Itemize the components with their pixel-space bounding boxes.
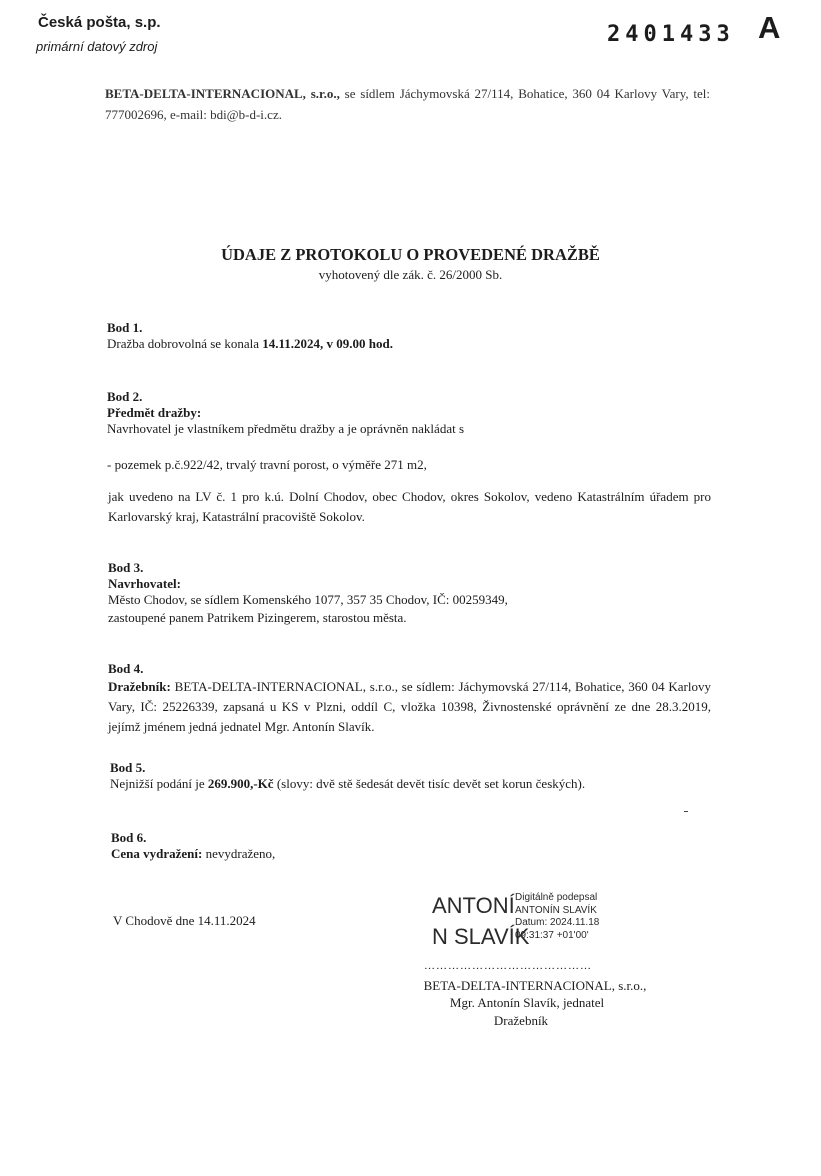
bod1-heading: Bod 1.	[107, 320, 143, 335]
digital-signature-name-line1: ANTONÍ	[432, 893, 515, 918]
bod3-line2: zastoupené panem Patrikem Pizingerem, starostou města.	[108, 610, 407, 625]
bod6-label: Cena vydražení:	[111, 846, 203, 861]
bod1-text	[107, 336, 393, 352]
bod2-heading: Bod 2.	[107, 389, 143, 404]
document-subtitle: vyhotovený dle zák. č. 26/2000 Sb.	[318, 267, 503, 282]
digital-signature-detail: ANTONÍN SLAVÍK	[515, 904, 597, 916]
bod3-subheading: Navrhovatel:	[108, 576, 181, 591]
digital-signature-detail: Datum: 2024.11.18	[515, 917, 600, 928]
bod2-lv-text: jak uvedeno na LV č. 1 pro k.ú. Dolní Chodov, obec Chodov, okres Sokolov, vedeno Katastrálním úřadem pro Karlovarský kraj, Katastrální pracoviště Sokolov.	[108, 489, 711, 524]
bod4-heading: Bod 4.	[108, 661, 144, 676]
letterhead-company: BETA-DELTA-INTERNACIONAL, s.r.o.,	[105, 86, 340, 101]
document-number-suffix: A	[758, 10, 781, 45]
signature-line: ……………………………………	[424, 960, 592, 972]
bod6-text	[111, 846, 275, 862]
bod5-text	[110, 776, 585, 792]
signature-role: Dražebník	[493, 1013, 549, 1028]
letterhead-address: se sídlem Jáchymovská 27/114, Bohatice, 360 04 Karlovy Vary, tel: 777002696, e-mail: bdi@b-d-i.cz.	[105, 86, 710, 122]
bod5-text-before: Nejnižší podání je	[110, 776, 208, 791]
document-title: ÚDAJE Z PROTOKOLU O PROVEDENÉ DRAŽBĚ	[221, 245, 600, 264]
bod5-text-after: (slovy: dvě stě šedesát devět tisíc devět set korun českých).	[273, 776, 586, 791]
bod5-heading: Bod 5.	[110, 760, 146, 775]
bod4-text	[108, 677, 711, 737]
signature-person: Mgr. Antonín Slavík, jednatel	[449, 995, 605, 1010]
bod6-heading: Bod 6.	[111, 830, 147, 845]
bod5-amount: 269.900,-Kč	[207, 776, 274, 791]
place-date: V Chodově dne 14.11.2024	[113, 913, 256, 928]
digital-signature-details	[515, 892, 599, 942]
postal-stamp-organization: Česká pošta, s.p.	[38, 14, 161, 31]
document-number: 2401433	[607, 22, 735, 47]
bod1-text-before: Dražba dobrovolná se konala	[107, 336, 263, 351]
letterhead	[105, 83, 710, 125]
bod3-heading: Bod 3.	[108, 560, 144, 575]
bod2-subheading: Předmět dražby:	[107, 405, 202, 420]
bod2-intro: Navrhovatel je vlastníkem předmětu dražby a je oprávněn nakládat s	[107, 421, 465, 436]
bod4-label: Dražebník:	[108, 679, 171, 694]
digital-signature-name-line2: N SLAVÍK	[432, 924, 530, 949]
postal-stamp-subtitle: primární datový zdroj	[36, 39, 158, 54]
bod4-body: BETA-DELTA-INTERNACIONAL, s.r.o., se sídlem: Jáchymovská 27/114, Bohatice, 360 04 Karlovy Vary, IČ: 25226339, zapsaná u KS v Plzni, oddíl C, vložka 10398, Živnostenské oprávnění ze dne 28.3.2019, jejímž jménem jedná jednatel Mgr. Antonín Slavík.	[108, 679, 711, 734]
signature-company: BETA-DELTA-INTERNACIONAL, s.r.o.,	[423, 978, 647, 993]
digital-signature-detail: Digitálně podepsal	[515, 892, 598, 903]
digital-signature-detail: 09:31:37 +01'00'	[515, 929, 589, 941]
bod1-datetime: 14.11.2024, v 09.00 hod.	[262, 336, 393, 351]
bod2-item: - pozemek p.č.922/42, trvalý travní porost, o výměře 271 m2,	[107, 457, 427, 472]
bod3-line1: Město Chodov, se sídlem Komenského 1077, 357 35 Chodov, IČ: 00259349,	[108, 592, 508, 607]
scan-mark	[684, 811, 688, 812]
bod6-value: nevydraženo,	[202, 846, 276, 861]
